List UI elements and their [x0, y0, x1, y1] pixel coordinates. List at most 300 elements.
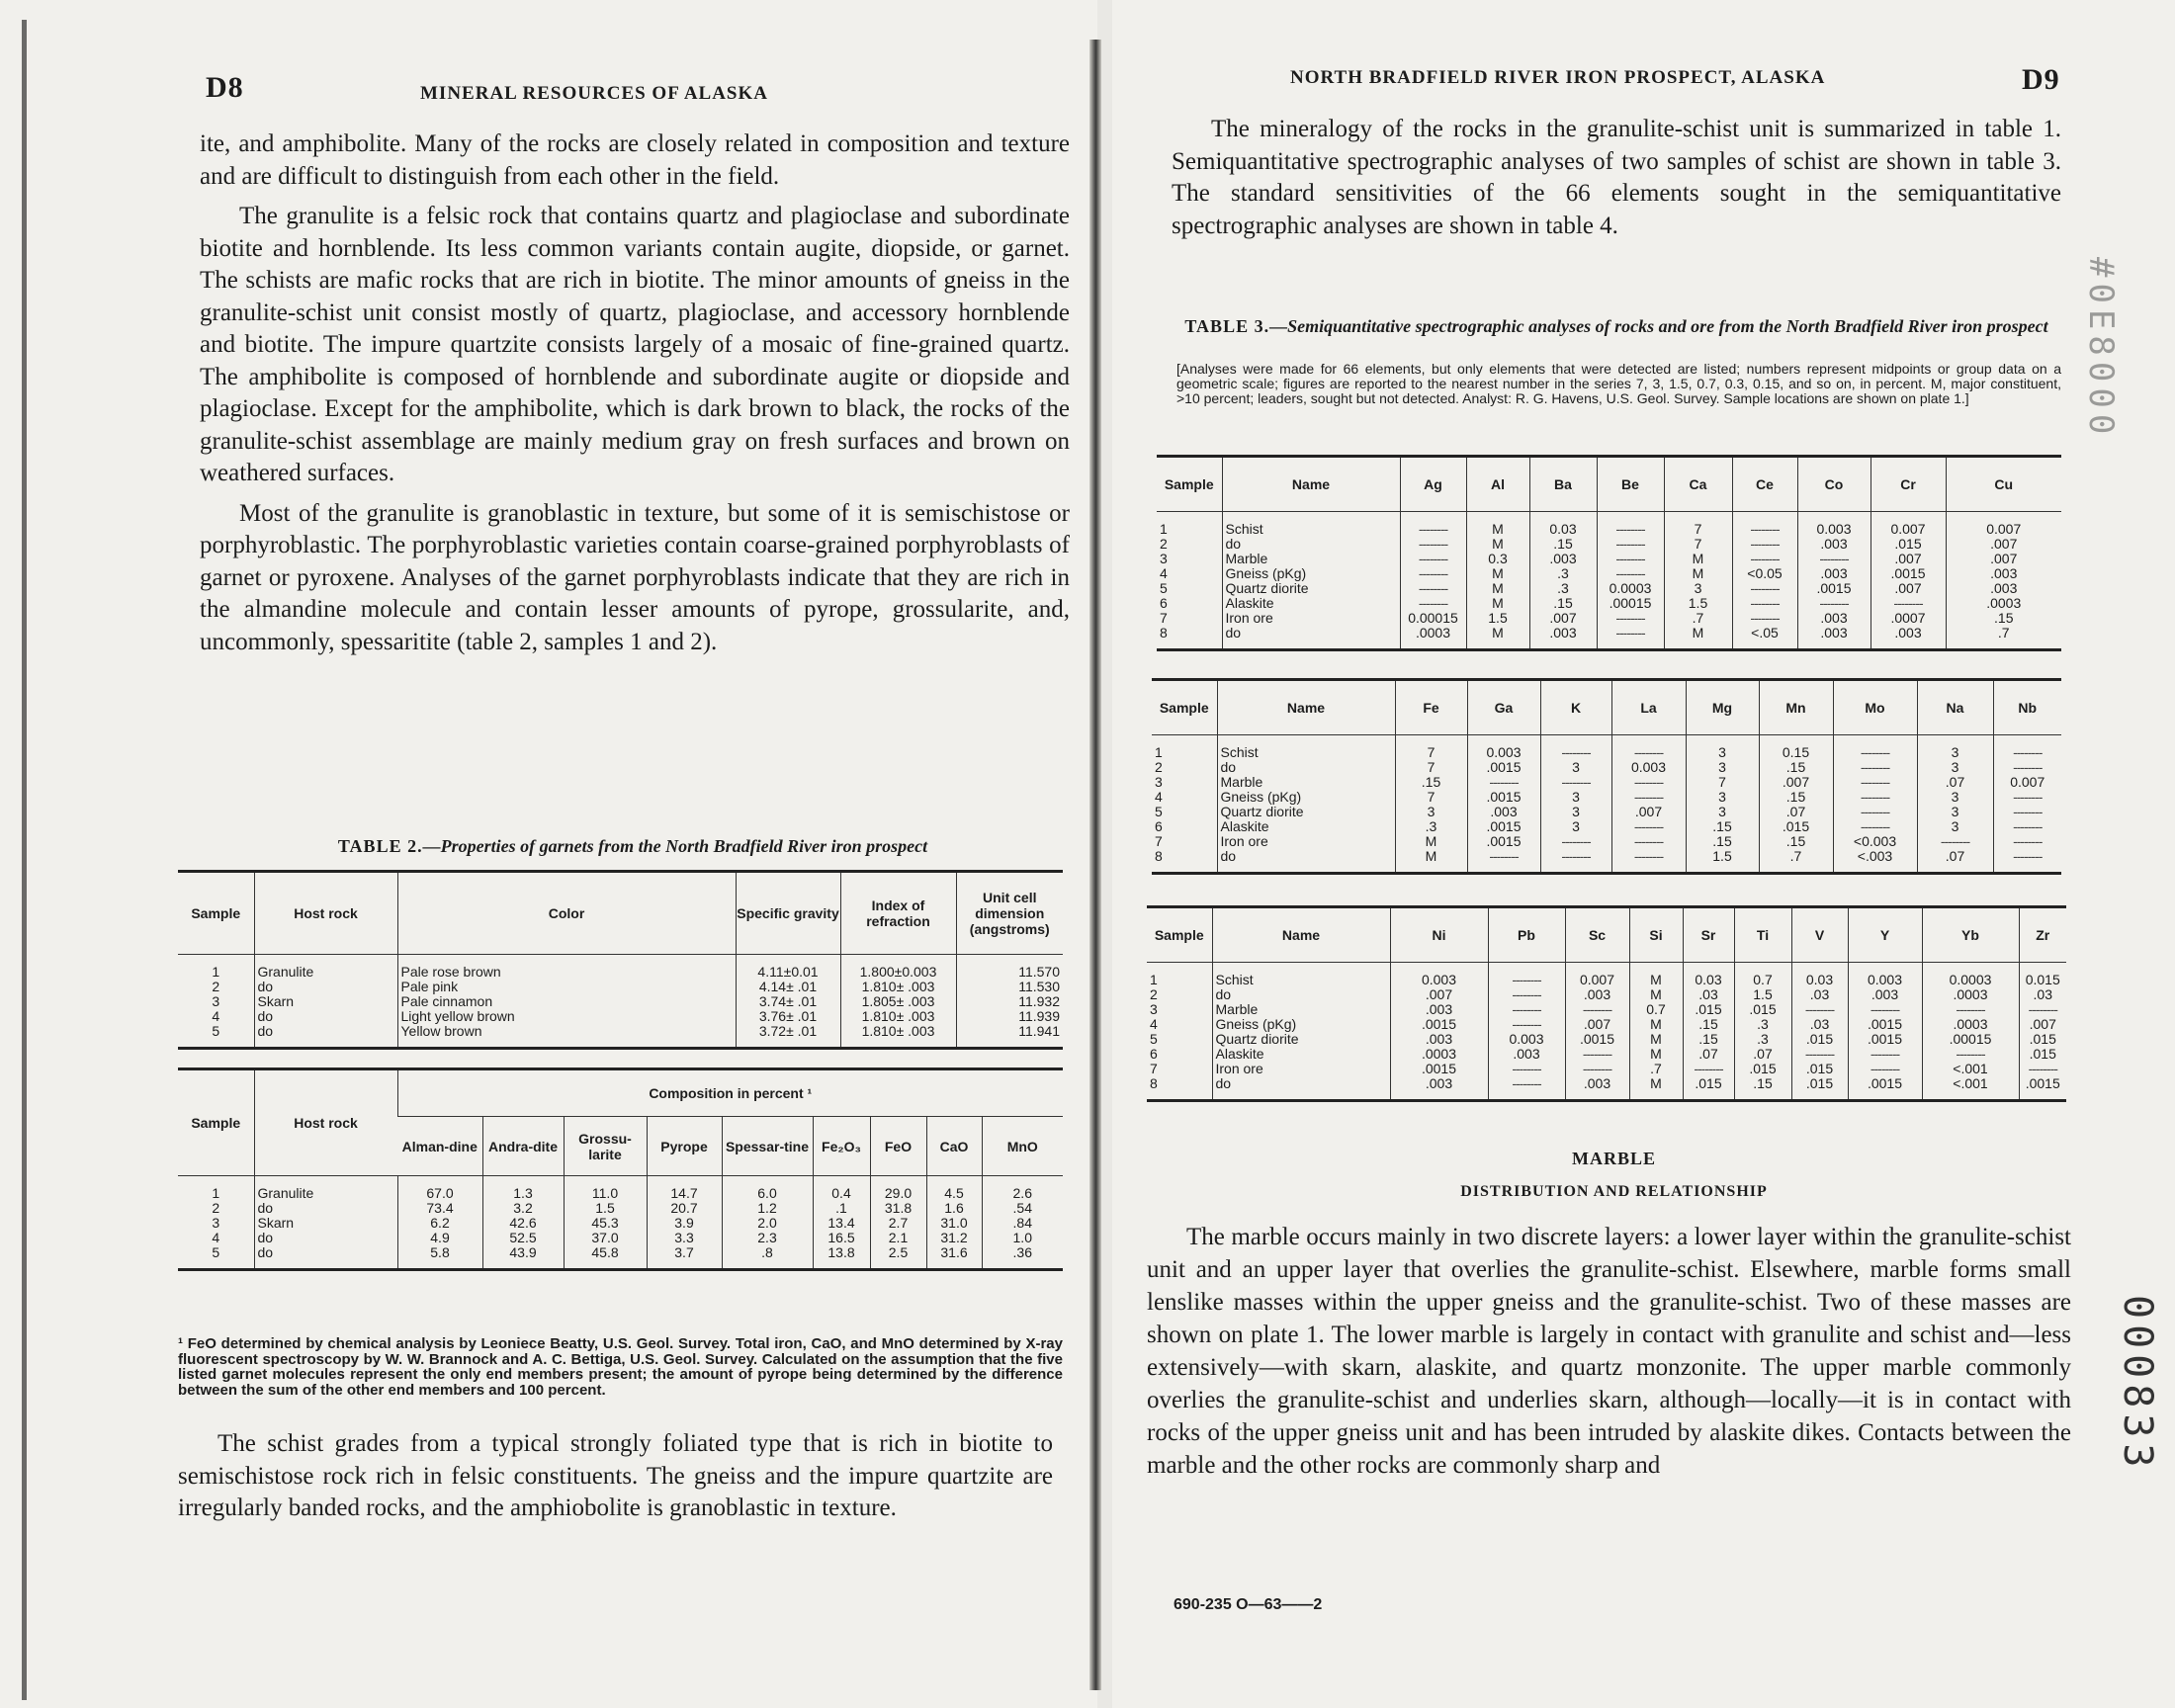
table-cell: .15 [1785, 759, 1806, 775]
table-cell: 2.3 [757, 1230, 777, 1245]
table-cell: .0015 [1816, 580, 1852, 596]
table-cell: 1 [212, 1185, 220, 1201]
table-cell: 0.4 [831, 1185, 851, 1201]
table-cell: .003 [1425, 1075, 1453, 1091]
table-cell: Pale pink [400, 979, 459, 994]
table-cell: do [1220, 848, 1237, 864]
page-edge-shadow [22, 20, 27, 1700]
table-cell: 3.2 [513, 1200, 533, 1216]
table-cell: .003 [1549, 551, 1577, 566]
table-cell: -------- [1512, 972, 1541, 987]
table-cell: .15 [1698, 1031, 1718, 1047]
table-cell: .003 [1490, 804, 1518, 819]
table-cell: 1.805± .003 [861, 993, 935, 1009]
table-cell: .015 [1894, 536, 1922, 552]
table-cell: do [1215, 986, 1232, 1002]
table-cell: 3 [1718, 789, 1726, 805]
table-cell-column [1212, 963, 1390, 1101]
table-cell: 43.9 [509, 1244, 537, 1260]
table-cell: 3 [212, 993, 220, 1009]
table-cell: Alaskite [1215, 1046, 1264, 1062]
table-cell: .15 [1553, 595, 1573, 611]
table-cell: -------- [1561, 848, 1591, 864]
table-cell: <.001 [1953, 1061, 1988, 1076]
table-cell: -------- [1870, 1001, 1900, 1017]
table-cell-column [1217, 735, 1395, 874]
table-cell: .015 [1749, 1061, 1777, 1076]
table-cell-column [813, 1176, 870, 1270]
table-cell: .015 [1695, 1075, 1722, 1091]
marble-text [1147, 1221, 2071, 1482]
table-cell-column [1540, 735, 1611, 874]
table-cell: 0.003 [1867, 972, 1903, 987]
table-cell: .015 [1782, 818, 1810, 834]
column-header: Ba [1529, 457, 1597, 512]
table-cell: -------- [2013, 818, 2043, 834]
table3-headnote: [Analyses were made for 66 elements, but only elements that were detected are listed; numbers represent midpoints or group data on a geometric scale; figures are reported to the nearest number in the series 7, 3, 1.5, 0.7, 0.3, 0.15, and so on, in percent. M, major constituent, >10 percent; leaders, sought but not detected. Analyst: R. G. Havens, U.S. Geol. Survey. Sample locations are shown on plate 1.] [1176, 361, 2061, 406]
table-cell: -------- [1860, 804, 1890, 819]
table-cell: 0.03 [1695, 972, 1722, 987]
table-cell: 2.5 [888, 1244, 909, 1260]
table-cell: 7 [1694, 521, 1702, 537]
table-cell: 5 [1160, 580, 1168, 596]
table-cell-column [1664, 512, 1732, 650]
table-cell: .0003 [1421, 1046, 1457, 1062]
table-cell: 3 [1951, 759, 1959, 775]
column-header: Si [1629, 907, 1683, 963]
table-cell: 5 [212, 1244, 220, 1260]
table-cell: .15 [1785, 833, 1806, 849]
table-cell: -------- [1561, 774, 1591, 790]
table-cell: 3 [1718, 744, 1726, 760]
column-header: Specific gravity [736, 872, 840, 955]
column-header: Ga [1467, 680, 1540, 735]
table-cell: -------- [1512, 1061, 1541, 1076]
table-cell: .007 [1782, 774, 1810, 790]
column-header: Name [1217, 680, 1395, 735]
table-cell: 6 [1160, 595, 1168, 611]
table-cell: 4.5 [944, 1185, 964, 1201]
table-cell: .007 [1634, 804, 1663, 819]
table-cell: 3.72± .01 [758, 1023, 818, 1039]
table-cell: .003 [1820, 565, 1848, 581]
column-header: Andra-dite [482, 1117, 564, 1176]
left-closing-text [178, 1428, 1053, 1525]
table-cell: Gneiss (pKg) [1215, 1016, 1297, 1032]
table-cell: 7 [1155, 833, 1163, 849]
table-cell: .07 [1753, 1046, 1773, 1062]
table-cell: .03 [1698, 986, 1718, 1002]
table-cell: -------- [2013, 789, 2043, 805]
column-header: Name [1222, 457, 1400, 512]
column-header: Host rock [254, 872, 397, 955]
table-cell: 0.00015 [1408, 610, 1458, 626]
table-cell: 7 [1427, 759, 1436, 775]
table-cell: Marble [1215, 1001, 1259, 1017]
table-cell-column [1157, 512, 1222, 650]
table-cell: .007 [1583, 1016, 1611, 1032]
table-label: TABLE 3. [1184, 316, 1270, 336]
column-header: Ag [1400, 457, 1466, 512]
table-cell: 3.7 [674, 1244, 694, 1260]
table-cell-column [1791, 963, 1848, 1101]
table-cell: .015 [2029, 1046, 2056, 1062]
table-cell: 1.800±0.003 [859, 964, 937, 980]
column-header: Pb [1488, 907, 1565, 963]
column-header: Host rock [254, 1069, 397, 1176]
table-cell: -------- [2028, 1001, 2057, 1017]
table-cell: 3 [1951, 789, 1959, 805]
table-cell-column [722, 1176, 813, 1270]
table-cell-column [840, 955, 956, 1049]
column-header: Sample [1164, 476, 1214, 492]
table-cell: 29.0 [884, 1185, 913, 1201]
column-header: Alman-dine [401, 1138, 478, 1154]
table-cell: M [1425, 833, 1437, 849]
table-cell: 2.0 [757, 1215, 777, 1231]
table-cell: .0015 [1867, 1016, 1903, 1032]
table-cell: .54 [1012, 1200, 1032, 1216]
table-cell: 5.8 [430, 1244, 450, 1260]
table-cell: M [1650, 1075, 1662, 1091]
table-cell: .015 [1695, 1001, 1722, 1017]
table-cell: 1.5 [1488, 610, 1508, 626]
column-header: V [1791, 907, 1848, 963]
table-cell: .3 [1757, 1031, 1769, 1047]
table-cell: .15 [1753, 1075, 1773, 1091]
table-cell-column [1529, 512, 1597, 650]
table-cell: -------- [1940, 833, 1970, 849]
table-cell: .0003 [1986, 595, 2022, 611]
table-cell: Skarn [257, 993, 295, 1009]
table-cell: .003 [1820, 610, 1848, 626]
table3-caption [1162, 316, 2071, 336]
table-cell: 7 [1718, 774, 1726, 790]
print-code: 690-235 O—63——2 [1174, 1596, 1323, 1613]
table-cell: .007 [2029, 1016, 2056, 1032]
table-cell-column [397, 1176, 482, 1270]
table-cell: -------- [1615, 551, 1645, 566]
column-header: Sample [1154, 927, 1204, 943]
column-header: Nb [1993, 680, 2061, 735]
table-cell: -------- [2028, 1061, 2057, 1076]
table-cell: 11.570 [1018, 964, 1060, 980]
table-cell-column [1797, 512, 1870, 650]
table-cell: 45.8 [591, 1244, 619, 1260]
table-cell: 11.939 [1018, 1008, 1060, 1024]
column-group-header: Composition in percent ¹ [397, 1069, 1063, 1117]
table-cell: .0015 [1867, 1031, 1903, 1047]
table-cell: -------- [1418, 551, 1448, 566]
table-cell: -------- [1633, 818, 1664, 834]
table-cell: 5 [212, 1023, 220, 1039]
table-cell: 0.7 [1646, 1001, 1666, 1017]
column-header: Ce [1732, 457, 1797, 512]
table-cell: -------- [1582, 1046, 1612, 1062]
table-cell: M [1650, 972, 1662, 987]
table-cell: 3 [212, 1215, 220, 1231]
table-cell: .003 [1820, 536, 1848, 552]
table-cell: .015 [1805, 1031, 1834, 1047]
table-cell: .0015 [1421, 1016, 1457, 1032]
table-cell: .07 [1945, 774, 1965, 790]
table-cell-column [1611, 735, 1686, 874]
table-cell: 3.74± .01 [758, 993, 818, 1009]
table-cell: .003 [1425, 1001, 1453, 1017]
table-cell: Gneiss (pKg) [1220, 789, 1302, 805]
table-cell: .3 [1557, 580, 1569, 596]
table-cell: -------- [1819, 551, 1849, 566]
table-cell-column [254, 1176, 397, 1270]
table-cell-column [1993, 735, 2061, 874]
table-cell: do [257, 1230, 274, 1245]
table-cell: -------- [2013, 833, 2043, 849]
table-cell: -------- [1512, 1001, 1541, 1017]
table-cell-column [1917, 735, 1993, 874]
table-cell: 0.003 [1816, 521, 1852, 537]
column-header: CaO [926, 1117, 982, 1176]
table-cell: .15 [1712, 818, 1732, 834]
column-header: K [1540, 680, 1611, 735]
table-cell-column [956, 955, 1063, 1049]
table-cell: -------- [1418, 536, 1448, 552]
table-cell: 7 [1150, 1061, 1158, 1076]
table-cell: do [1225, 625, 1242, 640]
table-cell: -------- [1860, 774, 1890, 790]
table-cell: -------- [1860, 759, 1890, 775]
column-header: Fe [1395, 680, 1467, 735]
table-cell: 0.003 [1509, 1031, 1544, 1047]
table-cell: -------- [1750, 610, 1780, 626]
table-cell: Skarn [257, 1215, 295, 1231]
table-cell: Quartz diorite [1220, 804, 1304, 819]
table-cell: -------- [2013, 848, 2043, 864]
column-header: Sample [191, 1115, 241, 1131]
column-header: Index of refraction [840, 872, 956, 955]
table-cell: 1 [1150, 972, 1158, 987]
table-cell: -------- [1582, 1001, 1612, 1017]
table-cell: 0.007 [2010, 774, 2045, 790]
table-label: TABLE 2. [337, 836, 423, 856]
table-cell: -------- [1489, 774, 1519, 790]
table-cell: M [1692, 551, 1704, 566]
table-cell: 0.003 [1630, 759, 1667, 775]
table-cell: .15 [1994, 610, 2014, 626]
table-cell: 11.941 [1018, 1023, 1060, 1039]
table-cell-column [1395, 735, 1467, 874]
table-cell: 3 [1572, 789, 1580, 805]
table-cell: 4 [1160, 565, 1168, 581]
book-spine [1089, 40, 1101, 1690]
table-cell: 3 [1155, 774, 1163, 790]
table-cell-column [2019, 963, 2066, 1101]
table-cell: 6 [1155, 818, 1163, 834]
column-header: Sc [1565, 907, 1629, 963]
table-cell: -------- [1860, 789, 1890, 805]
table-cell: .15 [1553, 536, 1573, 552]
table-cell: .15 [1712, 833, 1732, 849]
table-cell: 67.0 [426, 1185, 454, 1201]
table-cell: 31.8 [884, 1200, 913, 1216]
column-header: Fe₂O₃ [813, 1117, 870, 1176]
table-cell: .3 [1557, 565, 1569, 581]
table-cell: .003 [1820, 625, 1848, 640]
section-heading: MARBLE [1571, 1149, 1656, 1168]
column-header: Sample [191, 905, 241, 921]
table-cell: .007 [1425, 986, 1453, 1002]
table-cell: .0015 [1486, 789, 1522, 805]
table-cell: do [257, 1244, 274, 1260]
table-cell: Light yellow brown [400, 1008, 515, 1024]
table-cell: -------- [1860, 744, 1890, 760]
table-cell: M [1692, 625, 1704, 640]
table-cell: 3.76± .01 [758, 1008, 818, 1024]
table-cell: Yellow brown [400, 1023, 482, 1039]
table-cell: 1 [1155, 744, 1163, 760]
table-cell: -------- [1750, 521, 1780, 537]
table-cell: .00015 [1609, 595, 1652, 611]
table-cell: Pale cinnamon [400, 993, 493, 1009]
column-header: Mg [1686, 680, 1759, 735]
table-cell: 4 [1150, 1016, 1158, 1032]
table-cell: .03 [1809, 1016, 1830, 1032]
paragraph: The mineralogy of the rocks in the granulite-schist unit is summarized in table 1. Semiquantitative spectrographic analyses of two samples of schist are shown in table 3. The standard sensitivities of the 66 elements sought in the semiquantitative spectrographic analyses are shown in table 4. [1172, 116, 2061, 239]
table-cell: .003 [1990, 580, 2018, 596]
table-cell: 20.7 [670, 1200, 698, 1216]
table-cell: 3 [1951, 744, 1959, 760]
table2-composition [178, 1068, 1063, 1271]
column-header: Na [1917, 680, 1993, 735]
table-cell: Granulite [257, 1185, 314, 1201]
column-header: Pyrope [647, 1117, 722, 1176]
table-cell: M [1492, 521, 1504, 537]
table-cell: 3 [1150, 1001, 1158, 1017]
table-cell: do [257, 1023, 274, 1039]
table-cell: 2 [212, 979, 220, 994]
table-cell: 7 [1427, 789, 1436, 805]
table-cell: -------- [1512, 986, 1541, 1002]
table-cell: Schist [1225, 521, 1263, 537]
table-cell: -------- [1819, 595, 1849, 611]
archive-stamp-lower: 000833 [2115, 1295, 2160, 1474]
table-cell: 4 [212, 1230, 220, 1245]
table-cell: 0.0003 [1949, 972, 1992, 987]
table-cell: 4.9 [430, 1230, 450, 1245]
paragraph: The marble occurs mainly in two discrete layers: a lower layer within the granulite-schist unit and an upper layer that overlies the granulite-schist. Elsewhere, marble forms small lenslike masses within the upper gneiss and the granulite-schist. Two of these masses are shown on plate 1. The lower marble is largely in contact with granulite and schist and—less extensively—with skarn, alaskite, and quartz monzonite. The upper marble commonly overlies the granulite-schist and underlies skarn, although—locally—it is in contact with rocks of the upper gneiss unit and has been intruded by alaskite dikes. Contacts between the marble and the other rocks are commonly sharp and [1147, 1224, 2071, 1479]
column-header: Spessar-tine [722, 1117, 813, 1176]
table-cell: .15 [1785, 789, 1806, 805]
table-cell: 1.5 [1753, 986, 1773, 1002]
table2-properties [178, 870, 1063, 1050]
table3-block-c [1147, 905, 2066, 1102]
table-cell-column [564, 1176, 647, 1270]
table-cell: 0.03 [1805, 972, 1834, 987]
table-cell-column [178, 1176, 254, 1270]
column-header: Cu [1946, 457, 2061, 512]
table-cell: 8 [1155, 848, 1163, 864]
table-cell: 4.14± .01 [758, 979, 818, 994]
table-cell: .0015 [1486, 759, 1522, 775]
table-cell-column [1390, 963, 1488, 1101]
table-cell: -------- [1418, 565, 1448, 581]
table-cell: -------- [1418, 595, 1448, 611]
paragraph: ite, and amphibolite. Many of the rocks are closely related in composition and texture and are difficult to distinguish from each other in the field. [200, 130, 1070, 190]
table-cell: -------- [1750, 595, 1780, 611]
column-header: Ca [1664, 457, 1732, 512]
table-cell: 3 [1718, 804, 1726, 819]
table-cell: Alaskite [1220, 818, 1269, 834]
table-cell: 0.7 [1753, 972, 1773, 987]
table-cell: 1.810± .003 [861, 979, 935, 994]
table-cell: .007 [1990, 536, 2018, 552]
table-cell: 1.6 [944, 1200, 964, 1216]
table-cell: .8 [761, 1244, 773, 1260]
table-cell-column [1759, 735, 1833, 874]
table-cell: 3 [1160, 551, 1168, 566]
table-cell: do [257, 1200, 274, 1216]
table-cell: M [1650, 1016, 1662, 1032]
table-cell: Schist [1215, 972, 1254, 987]
table-cell: Iron ore [1225, 610, 1273, 626]
table3-block-a [1157, 455, 2061, 651]
table-cell: .0015 [1579, 1031, 1615, 1047]
column-header: Al [1466, 457, 1529, 512]
table-cell-column [982, 1176, 1063, 1270]
table-cell: 52.5 [509, 1230, 537, 1245]
table-cell: 13.4 [827, 1215, 855, 1231]
right-page-number: D9 [2022, 63, 2060, 96]
table-cell: .7 [1692, 610, 1704, 626]
table-cell-column [1488, 963, 1565, 1101]
table-cell: 3 [1718, 759, 1726, 775]
table-cell: 7 [1427, 744, 1436, 760]
table-cell: Gneiss (pKg) [1225, 565, 1307, 581]
table-cell: Iron ore [1220, 833, 1268, 849]
table-cell: 1.2 [757, 1200, 777, 1216]
table-cell-column [1732, 512, 1797, 650]
table-cell: .07 [1945, 848, 1965, 864]
table-cell: .0015 [1486, 833, 1522, 849]
table-cell-column [178, 955, 254, 1049]
table-cell: 1.5 [595, 1200, 615, 1216]
column-header: Ti [1734, 907, 1791, 963]
table-cell: 6.0 [757, 1185, 777, 1201]
table-cell: 2 [212, 1200, 220, 1216]
paragraph: The granulite is a felsic rock that contains quartz and plagioclase and subordinate biotite and hornblende. Its less common variants contain augite, diopside, or garnet. The schists are mafic rocks that are rich in biotite. The minor amounts of gneiss in the granulite-schist unit consist mostly of quartz, plagioclase, and accessory hornblende and biotite. The impure quartzite consists largely of a mosaic of fine-grained quartz. The amphibolite is composed of hornblende and subordinate augite or diopside and plagioclase. Except for the amphibolite, which is dark brown to black, the rocks of the granulite-schist assemblage are mainly medium gray on fresh surfaces and brown on weathered surfaces. [200, 203, 1070, 486]
table-cell: 73.4 [426, 1200, 454, 1216]
table-cell-column [1152, 735, 1217, 874]
table-cell: M [1492, 625, 1504, 640]
table-cell: 37.0 [591, 1230, 619, 1245]
table-cell-column [1870, 512, 1946, 650]
table-cell-column [482, 1176, 564, 1270]
column-header: Unit cell dimension (angstroms) [956, 872, 1063, 955]
table-cell: <0.003 [1853, 833, 1897, 849]
table-cell: Schist [1220, 744, 1259, 760]
table-cell: .003 [1425, 1031, 1453, 1047]
table-cell-column [1922, 963, 2019, 1101]
column-header: Grossu-larite [564, 1117, 647, 1176]
column-header: Sample [1159, 700, 1209, 716]
table-cell: Marble [1220, 774, 1263, 790]
table-cell: -------- [1615, 625, 1645, 640]
table-cell: .015 [1749, 1001, 1777, 1017]
table-cell-column [1565, 963, 1629, 1101]
column-header: Y [1848, 907, 1922, 963]
table-cell: .36 [1012, 1244, 1032, 1260]
table-cell: -------- [1418, 521, 1448, 537]
table-cell: 45.3 [591, 1215, 619, 1231]
